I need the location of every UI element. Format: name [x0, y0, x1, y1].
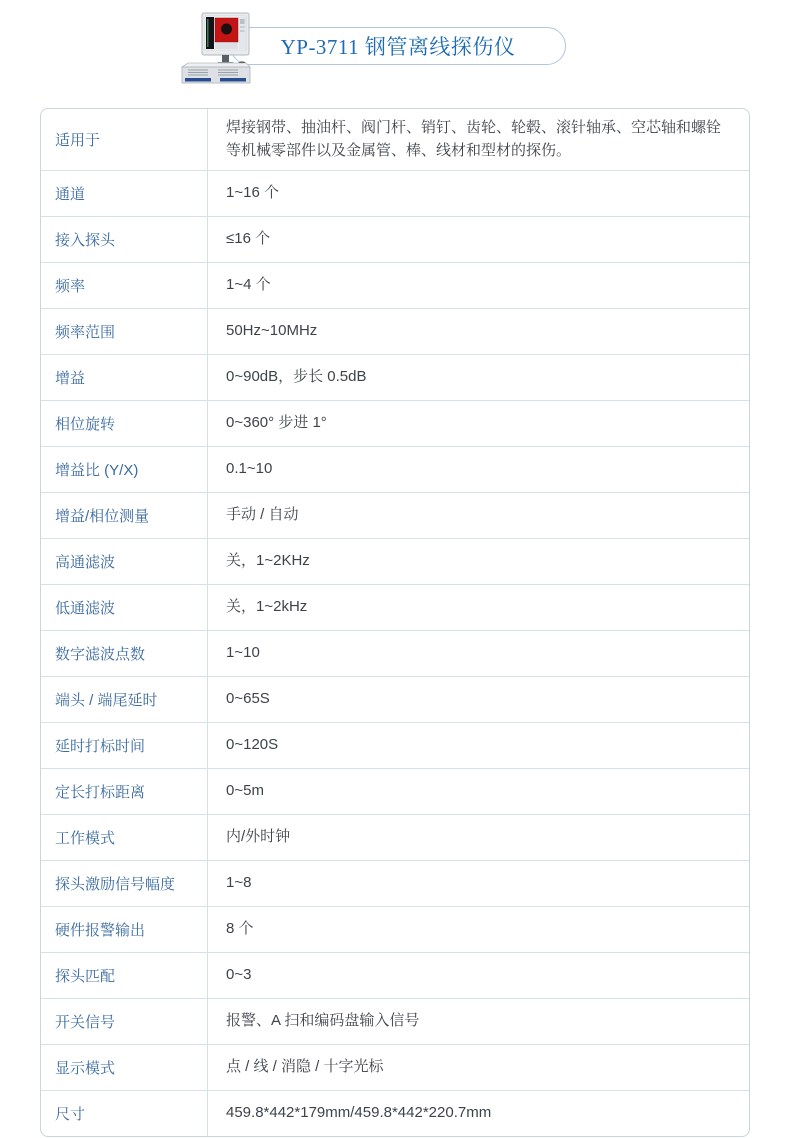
spec-label: 数字滤波点数	[41, 631, 208, 676]
spec-table	[40, 108, 750, 1137]
spec-value: 1~4 个	[226, 276, 271, 294]
table-row	[41, 492, 749, 538]
table-row	[41, 584, 749, 630]
spec-value: 0~120S	[226, 736, 279, 754]
table-row	[41, 400, 749, 446]
table-row	[41, 768, 749, 814]
spec-label: 尺寸	[41, 1091, 208, 1136]
spec-label: 高通滤波	[41, 539, 208, 584]
header	[0, 0, 790, 104]
spec-value: 焊接钢带、抽油杆、阀门杆、销钉、齿轮、轮毂、滚针轴承、空芯轴和螺铨等机械零部件以及金属管、棒、线材和型材的探伤。	[226, 119, 722, 160]
table-row	[41, 860, 749, 906]
spec-value: 内/外时钟	[226, 828, 291, 846]
spec-label: 增益	[41, 355, 208, 400]
table-row	[41, 262, 749, 308]
spec-value: 1~8	[226, 874, 252, 892]
table-row	[41, 538, 749, 584]
table-row	[41, 814, 749, 860]
spec-value: 0~360° 步进 1°	[226, 414, 327, 432]
spec-label: 适用于	[41, 109, 208, 170]
spec-value: 0~65S	[226, 690, 270, 708]
spec-label: 端头 / 端尾延时	[41, 677, 208, 722]
table-row	[41, 952, 749, 998]
spec-label: 增益/相位测量	[41, 493, 208, 538]
table-row	[41, 630, 749, 676]
spec-label: 探头激励信号幅度	[41, 861, 208, 906]
spec-label: 探头匹配	[41, 953, 208, 998]
spec-label: 硬件报警输出	[41, 907, 208, 952]
spec-value: 1~10	[226, 644, 260, 662]
spec-label: 工作模式	[41, 815, 208, 860]
spec-label: 增益比 (Y/X)	[41, 447, 208, 492]
table-row	[41, 1090, 749, 1136]
spec-label: 接入探头	[41, 217, 208, 262]
table-row	[41, 676, 749, 722]
spec-label: 频率范围	[41, 309, 208, 354]
spec-value: 0~90dB，步长 0.5dB	[226, 368, 367, 386]
spec-label: 显示模式	[41, 1045, 208, 1090]
table-row	[41, 1044, 749, 1090]
spec-value: 0.1~10	[226, 460, 273, 478]
spec-value: 关，1~2KHz	[226, 552, 310, 570]
spec-value: 1~16 个	[226, 184, 279, 202]
spec-label: 定长打标距离	[41, 769, 208, 814]
table-row	[41, 308, 749, 354]
spec-value: 50Hz~10MHz	[226, 322, 318, 340]
spec-value: ≤16 个	[226, 230, 271, 248]
instrument-computer-icon	[180, 11, 252, 90]
title-banner	[230, 27, 566, 65]
spec-value: 手动 / 自动	[226, 506, 299, 524]
spec-label: 相位旋转	[41, 401, 208, 446]
spec-label: 延时打标时间	[41, 723, 208, 768]
spec-value: 点 / 线 / 消隐 / 十字光标	[226, 1058, 384, 1076]
spec-value: 报警、A 扫和编码盘输入信号	[226, 1012, 420, 1030]
table-row	[41, 446, 749, 492]
spec-value: 关，1~2kHz	[226, 598, 308, 616]
table-row	[41, 906, 749, 952]
page-title: YP-3711 钢管离线探伤仪	[280, 35, 516, 59]
spec-label: 频率	[41, 263, 208, 308]
table-row	[41, 170, 749, 216]
spec-label: 低通滤波	[41, 585, 208, 630]
spec-label: 开关信号	[41, 999, 208, 1044]
table-row	[41, 216, 749, 262]
table-row	[41, 722, 749, 768]
table-row	[41, 109, 749, 170]
spec-value: 0~3	[226, 966, 252, 984]
spec-label: 通道	[41, 171, 208, 216]
table-row	[41, 998, 749, 1044]
spec-value: 0~5m	[226, 782, 264, 800]
spec-value: 8 个	[226, 920, 254, 938]
table-row	[41, 354, 749, 400]
spec-value: 459.8*442*179mm/459.8*442*220.7mm	[226, 1104, 492, 1122]
